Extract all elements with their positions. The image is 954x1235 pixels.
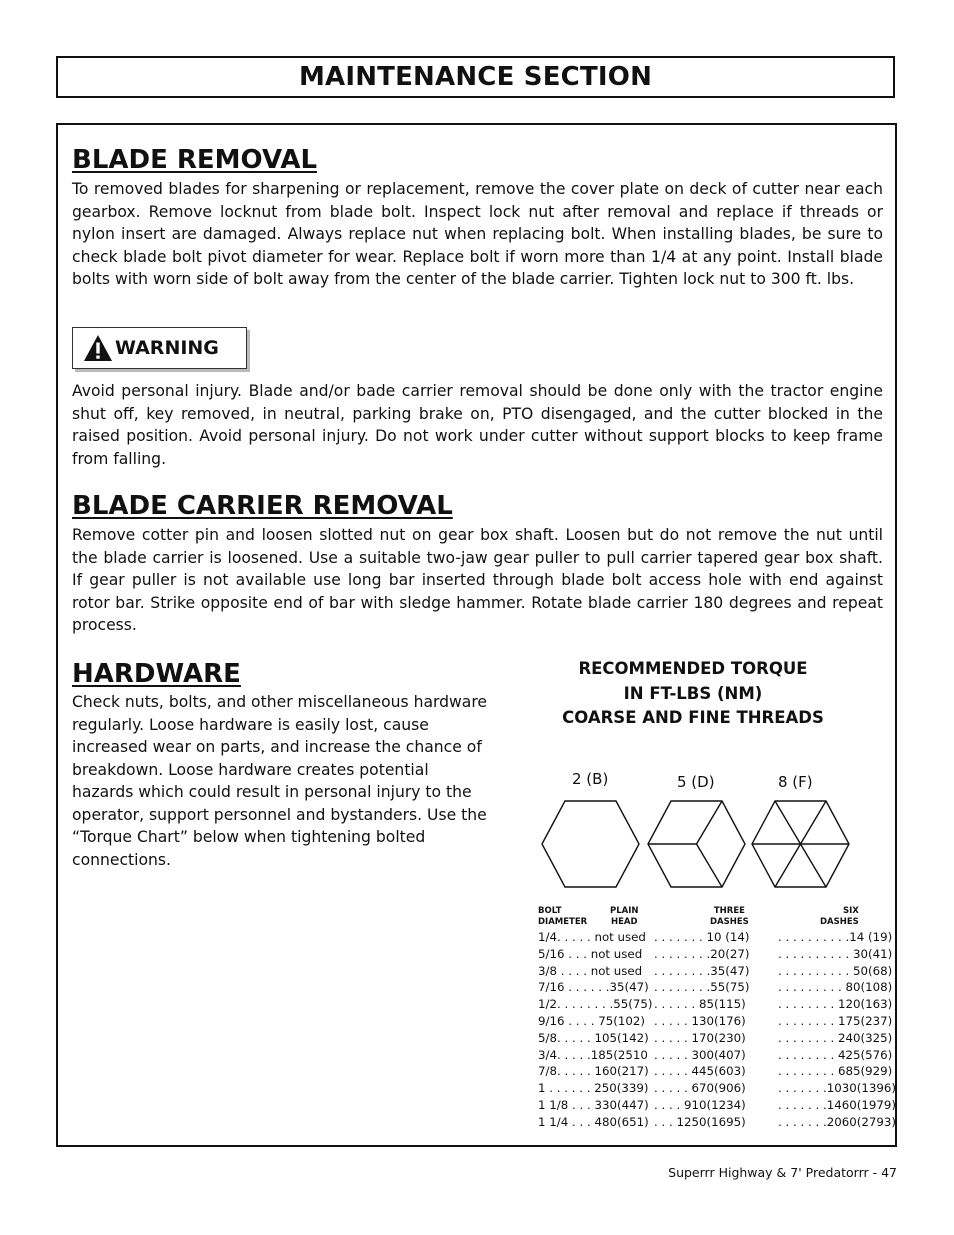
three-dash-cell: . . . . . 445(603) — [654, 1064, 746, 1079]
table-row — [538, 979, 893, 996]
bolt-plain-cell: 7/16 . . . . . .35(47) — [538, 980, 649, 995]
col-head-plain-line1: PLAIN — [610, 906, 639, 916]
warning-text: Avoid personal injury. Blade and/or bade carrier removal should be done only with the tractor engine shut off, key removed, in neutral, parking brake on, PTO disengaged, and the cutter blocked in the raised position. Avoid personal injury. Do not work under cutter without support blocks to keep frame from falling. — [72, 382, 883, 468]
six-dash-cell: . . . . . . . . . .14 (19) — [778, 930, 893, 944]
three-dash-cell: . . . 1250(1695) — [654, 1114, 746, 1129]
table-row — [538, 1114, 896, 1131]
blade-removal-heading: BLADE REMOVAL — [72, 145, 318, 175]
table-row — [538, 1097, 896, 1114]
six-dash-cell: . . . . . . . . 685(929) — [778, 1064, 893, 1079]
six-dash-cell: . . . . . . . . . . 50(68) — [778, 963, 893, 978]
hardware-heading: HARDWARE — [72, 659, 241, 689]
col-head-six-line2: DASHES — [820, 917, 859, 927]
bolt-plain-cell: 3/8 . . . . not used — [538, 963, 643, 978]
three-dash-cell: . . . . . . . 10 (14) — [654, 930, 750, 944]
table-row — [538, 1063, 893, 1080]
warning-label-box — [72, 327, 247, 369]
table-row — [538, 946, 893, 963]
torque-table — [538, 929, 896, 1131]
warning-triangle-icon — [83, 334, 113, 362]
bolt-plain-cell: 1/2. . . . . . . .55(75) — [538, 997, 653, 1012]
page-footer: Superrr Highway & 7' Predatorrr - 47 — [668, 1165, 897, 1180]
bolt-plain-cell: 1 1/4 . . . 480(651) — [538, 1114, 649, 1129]
three-dash-cell: . . . . . . 85(115) — [654, 997, 746, 1012]
grade-2-label: 2 (B) — [572, 770, 609, 788]
blade-removal-text: To removed blades for sharpening or replacement, remove the cover plate on deck of cutter near each gearbox. Remove locknut from blade bolt. Inspect lock nut after removal and replace if threads or nylon insert are damaged. Always replace nut when replacing bolt. When installing blades, be sure to check blade bolt pivot diameter for wear. Replace bolt if worn more than 1/4 at any point. Install blade bolts with worn side of bolt away from the center of the blade carrier. Tighten lock nut to 300 ft. lbs. — [72, 180, 883, 288]
bolt-plain-cell: 5/8. . . . . 105(142) — [538, 1030, 649, 1045]
grade-5-label: 5 (D) — [677, 773, 715, 791]
col-head-bolt — [538, 906, 587, 928]
col-head-bolt-line1: BOLT — [538, 906, 562, 916]
table-row — [538, 963, 893, 980]
bolt-head-diagram — [538, 800, 858, 895]
col-head-six — [820, 906, 859, 928]
torque-chart-title — [528, 657, 858, 731]
table-row — [538, 1080, 896, 1097]
hardware-text: Check nuts, bolts, and other miscellaneous hardware regularly. Loose hardware is easily lost, cause increased wear on parts, and increase the chance of breakdown. Loose hardware creates potential hazards which could result in personal injury to the operator, support personnel and bystanders. Use the “Torque Chart” below when tightening bolted connections. — [72, 693, 488, 869]
six-dash-cell: . . . . . . . . 175(237) — [778, 1013, 893, 1028]
col-head-six-line1: SIX — [842, 906, 859, 916]
table-row — [538, 1047, 893, 1064]
bolt-plain-cell: 7/8. . . . . 160(217) — [538, 1064, 649, 1079]
bolt-plain-cell: 3/4. . . . .185(2510 — [538, 1047, 648, 1062]
blade-carrier-removal-heading: BLADE CARRIER REMOVAL — [72, 491, 453, 521]
grade-8-label: 8 (F) — [778, 773, 813, 791]
col-head-bolt-line2: DIAMETER — [538, 917, 588, 927]
three-dash-cell: . . . . . 130(176) — [654, 1013, 746, 1028]
bolt-plain-cell: 1/4. . . . . not used — [538, 930, 646, 944]
three-dash-cell: . . . . . 670(906) — [654, 1081, 746, 1096]
six-dash-cell: . . . . . . . . 425(576) — [778, 1047, 893, 1062]
col-head-three-line1: THREE — [713, 906, 745, 916]
plain-hex-head — [542, 801, 639, 887]
six-dash-cell: . . . . . . . . 120(163) — [778, 997, 893, 1012]
bolt-plain-cell: 9/16 . . . . 75(102) — [538, 1013, 645, 1028]
three-dash-cell: . . . . 910(1234) — [654, 1097, 746, 1112]
warning-label: WARNING — [115, 337, 219, 359]
three-dash-cell: . . . . . . . .55(75) — [654, 980, 750, 995]
blade-carrier-removal-text: Remove cotter pin and loosen slotted nut on gear box shaft. Loosen but do not remove the nut until the blade carrier is loosened. Use a suitable two-jaw gear puller to pull carrier tapered gear box shaft. If gear puller is not available use long bar inserted through blade bolt access hole with end against rotor bar. Strike opposite end of bar with sledge hammer. Rotate blade carrier 180 degrees and repeat process. — [72, 526, 883, 634]
bolt-plain-cell: 1 . . . . . . 250(339) — [538, 1081, 649, 1096]
six-dash-cell: . . . . . . . . . . 30(41) — [778, 946, 893, 961]
content-box — [56, 123, 897, 1147]
three-dash-cell: . . . . . 170(230) — [654, 1030, 746, 1045]
six-dash-cell: . . . . . . .1030(1396) — [778, 1081, 896, 1096]
bolt-plain-cell: 1 1/8 . . . 330(447) — [538, 1097, 649, 1112]
section-title-box — [56, 56, 895, 98]
torque-title-line-1: RECOMMENDED TORQUE — [578, 659, 808, 678]
col-head-three-line2: DASHES — [710, 917, 749, 927]
three-dash-cell: . . . . . . . .35(47) — [654, 963, 750, 978]
section-title: MAINTENANCE SECTION — [298, 62, 653, 92]
table-row — [538, 1030, 893, 1047]
torque-title-line-2: IN FT-LBS (NM) — [623, 683, 763, 703]
bolt-plain-cell: 5/16 . . . not used — [538, 946, 643, 961]
three-dash-cell: . . . . . 300(407) — [654, 1047, 746, 1062]
table-row — [538, 1013, 893, 1030]
six-dash-cell: . . . . . . .1460(1979) — [778, 1097, 896, 1112]
six-dash-cell: . . . . . . . . . 80(108) — [778, 980, 893, 995]
col-head-plain — [610, 906, 639, 928]
col-head-three — [710, 906, 749, 928]
table-row — [538, 929, 893, 946]
table-row — [538, 996, 893, 1013]
col-head-plain-line2: HEAD — [610, 917, 638, 927]
torque-title-line-3: COARSE AND FINE THREADS — [562, 708, 824, 727]
three-dash-cell: . . . . . . . .20(27) — [654, 946, 750, 961]
six-dash-cell: . . . . . . .2060(2793) — [778, 1114, 896, 1129]
six-dash-cell: . . . . . . . . 240(325) — [778, 1030, 893, 1045]
